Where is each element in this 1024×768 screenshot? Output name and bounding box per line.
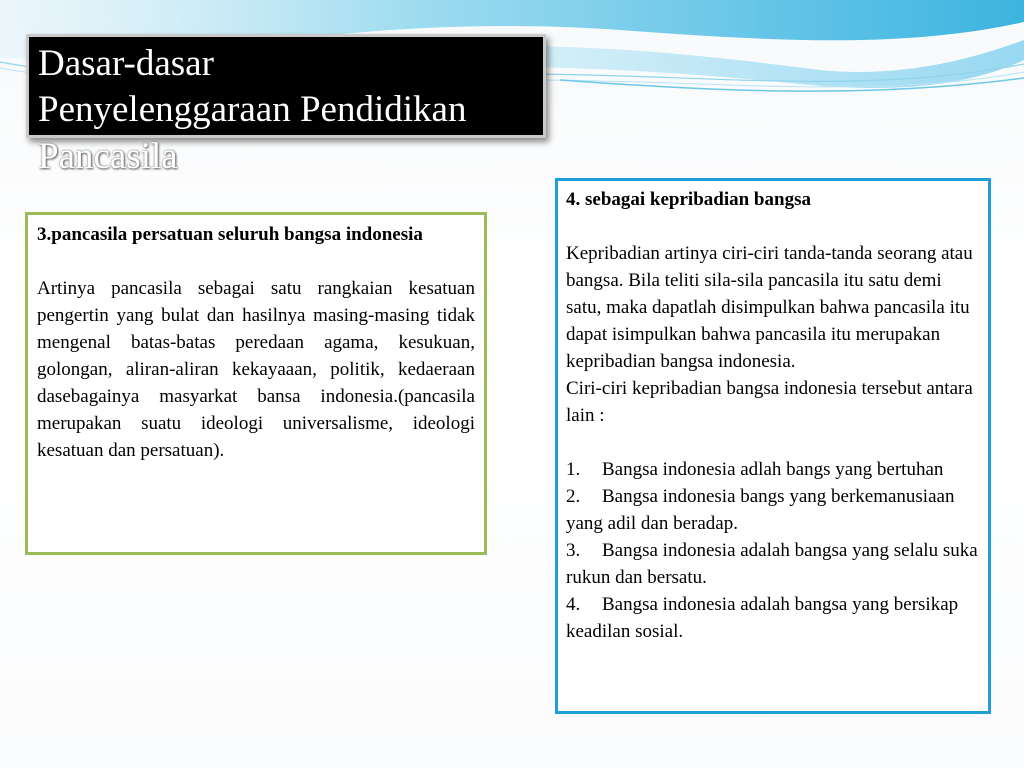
right-box-body2: Ciri-ciri kepribadian bangsa indonesia tersebut antara lain :	[566, 378, 973, 426]
right-box-heading: 4. sebagai kepribadian bangsa	[566, 189, 811, 210]
list-item-text: Bangsa indonesia adalah bangsa yang bersikap keadilan sosial.	[566, 594, 959, 642]
list-item-number: 2.	[566, 486, 581, 507]
list-item	[566, 456, 980, 483]
list-item	[566, 537, 980, 591]
list-item	[566, 483, 980, 537]
left-box-heading: 3.pancasila persatuan seluruh bangsa indonesia	[37, 224, 423, 245]
slide-title-line3: Pancasila	[38, 136, 178, 177]
left-box-body: Artinya pancasila sebagai satu rangkaian kesatuan pengertin yang bulat dan hasilnya masing-masing tidak mengenal batas-batas peredaan agama, kesukuan, golongan, aliran-aliran kekayaaan, politik, kedaeraan dasebagainya masyarkat bansa indonesia.(pancasila merupakan suatu ideologi universalisme, ideologi kesatuan dan persatuan).	[37, 278, 475, 461]
list-item-number: 4.	[566, 594, 581, 615]
right-box-body1: Kepribadian artinya ciri-ciri tanda-tanda seorang atau bangsa. Bila teliti sila-sila pancasila itu satu demi satu, maka dapatlah disimpulkan bahwa pancasila itu dapat isimpulkan bahwa pancasila itu merupakan kepribadian bangsa indonesia.	[566, 243, 973, 372]
right-text-box	[555, 178, 991, 714]
list-item-text: Bangsa indonesia adalah bangsa yang selalu suka rukun dan bersatu.	[566, 540, 978, 588]
left-text-box	[25, 212, 487, 555]
slide-title-line2: Penyelenggaraan Pendidikan	[38, 89, 467, 130]
list-item-number: 1.	[566, 459, 581, 480]
list-item-number: 3.	[566, 540, 581, 561]
list-item-text: Bangsa indonesia bangs yang berkemanusiaan yang adil dan beradap.	[566, 486, 955, 534]
list-item	[566, 591, 980, 645]
slide-title-line1: Dasar-dasar	[38, 43, 214, 84]
list-item-text: Bangsa indonesia adlah bangs yang bertuhan	[602, 459, 944, 480]
